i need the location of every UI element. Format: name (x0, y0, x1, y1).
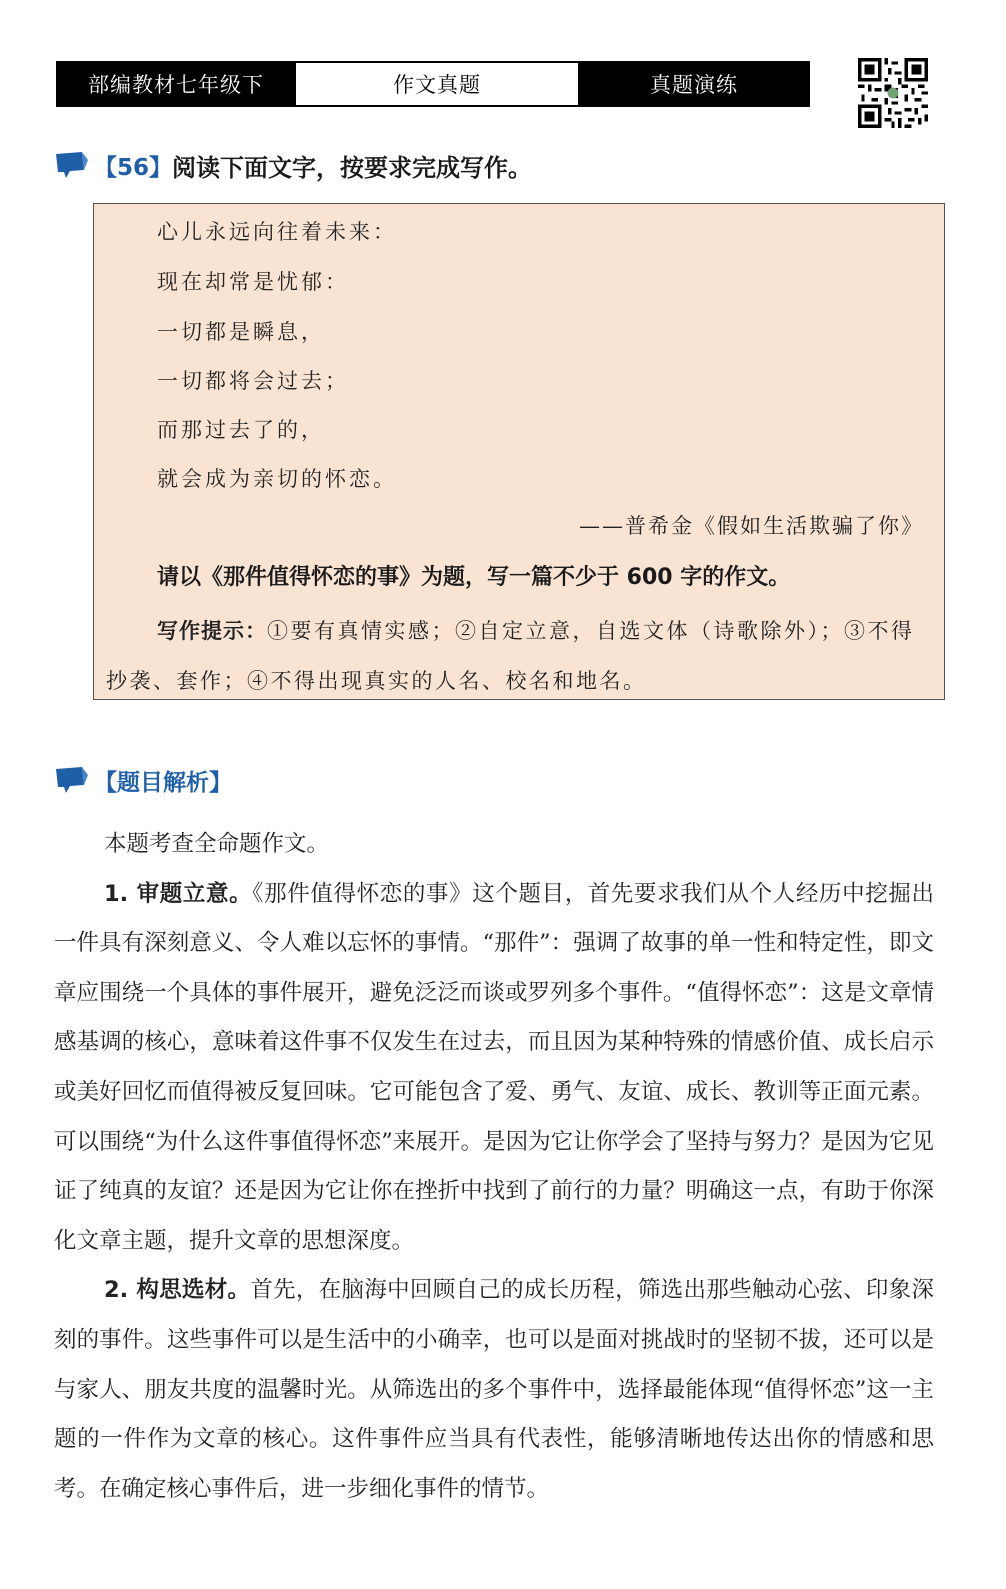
paragraph-2-label: 2. 构思选材。 (104, 1277, 251, 1304)
paragraph-2-text: 首先，在脑海中回顾自己的成长历程，筛选出那些触动心弦、印象深刻的事件。这些事件可以是生活中的小确幸，也可以是面对挑战时的坚韧不拔，还可以是与家人、朋友共度的温馨时光。从筛选出的多个事件中，选择最能体现“值得怀恋”这一主题的一件作为文章的核心。这件事件应当具有代表性，能够清晰地传达出你的情感和思考。在确定核心事件后，进一步细化事件的情节。 (54, 1277, 934, 1502)
analysis-paragraph-2 (54, 1266, 934, 1514)
question-heading (54, 148, 532, 183)
analysis-heading (54, 764, 232, 797)
header-textbook-label: 部编教材七年级下 (58, 63, 294, 105)
poem-line: 心儿永远向往着未来： (157, 220, 397, 244)
bookmark-flag-icon (54, 765, 90, 797)
header-section-label: 真题演练 (580, 63, 808, 105)
analysis-paragraph-1 (54, 870, 934, 1267)
analysis-body (54, 820, 934, 1514)
paragraph-1-text: 《那件值得怀恋的事》这个题目，首先要求我们从个人经历中挖掘出一件具有深刻意义、令人难以忘怀的事情。“那件”：强调了故事的单一性和特定性，即文章应围绕一个具体的事件展开，避免泛泛而谈或罗列多个事件。“值得怀恋”：这是文章情感基调的核心，意味着这件事不仅发生在过去，而且因为某种特殊的情感价值、成长启示或美好回忆而值得被反复回味。它可能包含了爱、勇气、友谊、成长、教训等正面元素。可以围绕“为什么这件事值得怀恋”来展开。是因为它让你学会了坚持与努力？是因为它见证了纯真的友谊？还是因为它让你在挫折中找到了前行的力量？明确这一点，有助于你深化文章主题，提升文章的思想深度。 (54, 880, 934, 1254)
header-category-label: 作文真题 (294, 63, 580, 105)
qr-code-icon (858, 58, 928, 128)
paragraph-1-label: 1. 审题立意。 (104, 880, 253, 907)
prompt-box (93, 203, 945, 700)
poem-line: 现在却常是忧郁： (157, 270, 349, 294)
question-number: 【56】 (94, 155, 173, 181)
poem-attribution: ——普希金《假如生活欺骗了你》 (579, 514, 924, 538)
poem-line: 而那过去了的， (157, 418, 325, 442)
bookmark-flag-icon (54, 150, 90, 182)
poem-line: 一切都将会过去； (157, 369, 349, 393)
header-bar (56, 61, 810, 107)
analysis-intro: 本题考查全命题作文。 (104, 831, 330, 857)
writing-hint-label: 写作提示： (157, 619, 267, 643)
poem-line: 一切都是瞬息， (157, 320, 325, 344)
analysis-title: 【题目解析】 (94, 770, 232, 796)
question-title: 阅读下面文字，按要求完成写作。 (172, 154, 533, 182)
writing-hint-text: ①要有真情实感；②自定立意，自选文体（诗歌除外）；③不得抄袭、套作；④不得出现真实的人名、校名和地名。 (106, 619, 915, 693)
writing-hint (106, 606, 932, 706)
writing-task: 请以《那件值得怀恋的事》为题，写一篇不少于 600 字的作文。 (157, 565, 791, 590)
poem-line: 就会成为亲切的怀恋。 (157, 467, 397, 491)
